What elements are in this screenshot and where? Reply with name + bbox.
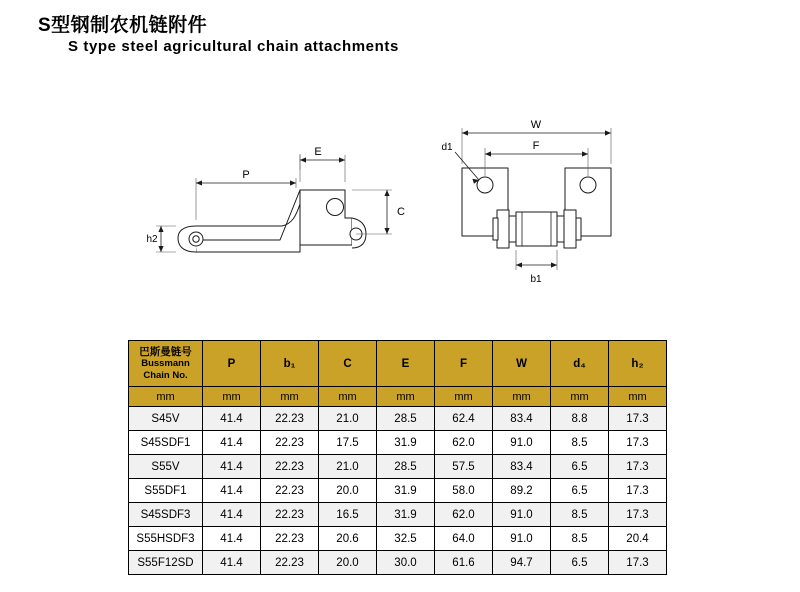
cell-w: 89.2 <box>493 479 551 503</box>
table-row <box>129 407 667 431</box>
cell-d4: 8.8 <box>551 407 609 431</box>
column-header-chain-no <box>129 341 203 387</box>
dim-label-F: F <box>532 140 540 152</box>
cell-p: 41.4 <box>203 479 261 503</box>
cell-c: 20.0 <box>319 551 377 575</box>
cell-p: 41.4 <box>203 431 261 455</box>
cell-w: 94.7 <box>493 551 551 575</box>
cell-p: 41.4 <box>203 527 261 551</box>
column-header-f: F <box>435 341 493 387</box>
cell-h2: 17.3 <box>609 431 667 455</box>
table-row <box>129 479 667 503</box>
cell-e: 30.0 <box>377 551 435 575</box>
dim-label-W: W <box>530 119 542 131</box>
cell-c: 21.0 <box>319 455 377 479</box>
cell-d4: 8.5 <box>551 503 609 527</box>
cell-d4: 6.5 <box>551 551 609 575</box>
cell-chain-no: S55DF1 <box>129 479 203 503</box>
cell-chain-no: S45SDF3 <box>129 503 203 527</box>
table-header-row <box>129 341 667 387</box>
dim-label-C: C <box>397 206 405 218</box>
cell-p: 41.4 <box>203 455 261 479</box>
cell-f: 57.5 <box>435 455 493 479</box>
cell-d4: 6.5 <box>551 479 609 503</box>
unit-d4: mm <box>551 387 609 407</box>
cell-w: 91.0 <box>493 431 551 455</box>
unit-b1: mm <box>261 387 319 407</box>
spec-table-wrapper <box>128 340 667 575</box>
cell-chain-no: S55F12SD <box>129 551 203 575</box>
cell-chain-no: S45V <box>129 407 203 431</box>
cell-h2: 17.3 <box>609 455 667 479</box>
column-header-b1: b₁ <box>261 341 319 387</box>
cell-c: 20.6 <box>319 527 377 551</box>
cell-p: 41.4 <box>203 551 261 575</box>
unit-chain-no: mm <box>129 387 203 407</box>
cell-c: 20.0 <box>319 479 377 503</box>
cell-f: 61.6 <box>435 551 493 575</box>
cell-f: 62.0 <box>435 431 493 455</box>
column-header-h2: h₂ <box>609 341 667 387</box>
technical-drawings <box>0 100 800 300</box>
dim-label-b1: b1 <box>530 274 542 285</box>
table-row <box>129 527 667 551</box>
cell-c: 17.5 <box>319 431 377 455</box>
cell-chain-no: S55HSDF3 <box>129 527 203 551</box>
table-row <box>129 431 667 455</box>
cell-h2: 17.3 <box>609 407 667 431</box>
table-row <box>129 551 667 575</box>
table-unit-row <box>129 387 667 407</box>
cell-h2: 17.3 <box>609 479 667 503</box>
cell-b1: 22.23 <box>261 527 319 551</box>
cell-d4: 8.5 <box>551 527 609 551</box>
dim-label-E: E <box>314 146 322 158</box>
cell-d4: 6.5 <box>551 455 609 479</box>
cell-e: 31.9 <box>377 503 435 527</box>
unit-f: mm <box>435 387 493 407</box>
cell-w: 83.4 <box>493 455 551 479</box>
page-title-english: S type steel agricultural chain attachments <box>68 38 399 55</box>
cell-b1: 22.23 <box>261 407 319 431</box>
dim-label-d1: d1 <box>441 142 453 153</box>
cell-h2: 17.3 <box>609 551 667 575</box>
column-header-d4: d₄ <box>551 341 609 387</box>
chain-no-zh: 巴斯曼链号 <box>139 345 192 358</box>
cell-e: 32.5 <box>377 527 435 551</box>
column-header-e: E <box>377 341 435 387</box>
cell-b1: 22.23 <box>261 455 319 479</box>
cell-f: 62.0 <box>435 503 493 527</box>
unit-w: mm <box>493 387 551 407</box>
column-header-p: P <box>203 341 261 387</box>
cell-e: 31.9 <box>377 431 435 455</box>
unit-e: mm <box>377 387 435 407</box>
cell-w: 91.0 <box>493 503 551 527</box>
cell-b1: 22.23 <box>261 551 319 575</box>
dim-label-h2: h2 <box>146 234 158 245</box>
table-row <box>129 503 667 527</box>
cell-chain-no: S45SDF1 <box>129 431 203 455</box>
cell-chain-no: S55V <box>129 455 203 479</box>
cell-p: 41.4 <box>203 503 261 527</box>
cell-c: 16.5 <box>319 503 377 527</box>
table-body <box>129 407 667 575</box>
cell-f: 62.4 <box>435 407 493 431</box>
spec-table <box>128 340 667 575</box>
cell-b1: 22.23 <box>261 431 319 455</box>
chain-no-en: Bussmann Chain No. <box>141 358 190 381</box>
column-header-w: W <box>493 341 551 387</box>
page-title-chinese: S型钢制农机链附件 <box>38 15 208 36</box>
unit-c: mm <box>319 387 377 407</box>
cell-b1: 22.23 <box>261 503 319 527</box>
cell-d4: 8.5 <box>551 431 609 455</box>
table-row <box>129 455 667 479</box>
cell-c: 21.0 <box>319 407 377 431</box>
cell-w: 91.0 <box>493 527 551 551</box>
cell-w: 83.4 <box>493 407 551 431</box>
cell-b1: 22.23 <box>261 479 319 503</box>
cell-e: 31.9 <box>377 479 435 503</box>
unit-p: mm <box>203 387 261 407</box>
cell-f: 64.0 <box>435 527 493 551</box>
cell-p: 41.4 <box>203 407 261 431</box>
dim-label-P: P <box>242 169 250 181</box>
cell-e: 28.5 <box>377 455 435 479</box>
unit-h2: mm <box>609 387 667 407</box>
cell-h2: 17.3 <box>609 503 667 527</box>
column-header-c: C <box>319 341 377 387</box>
cell-f: 58.0 <box>435 479 493 503</box>
cell-h2: 20.4 <box>609 527 667 551</box>
cell-e: 28.5 <box>377 407 435 431</box>
